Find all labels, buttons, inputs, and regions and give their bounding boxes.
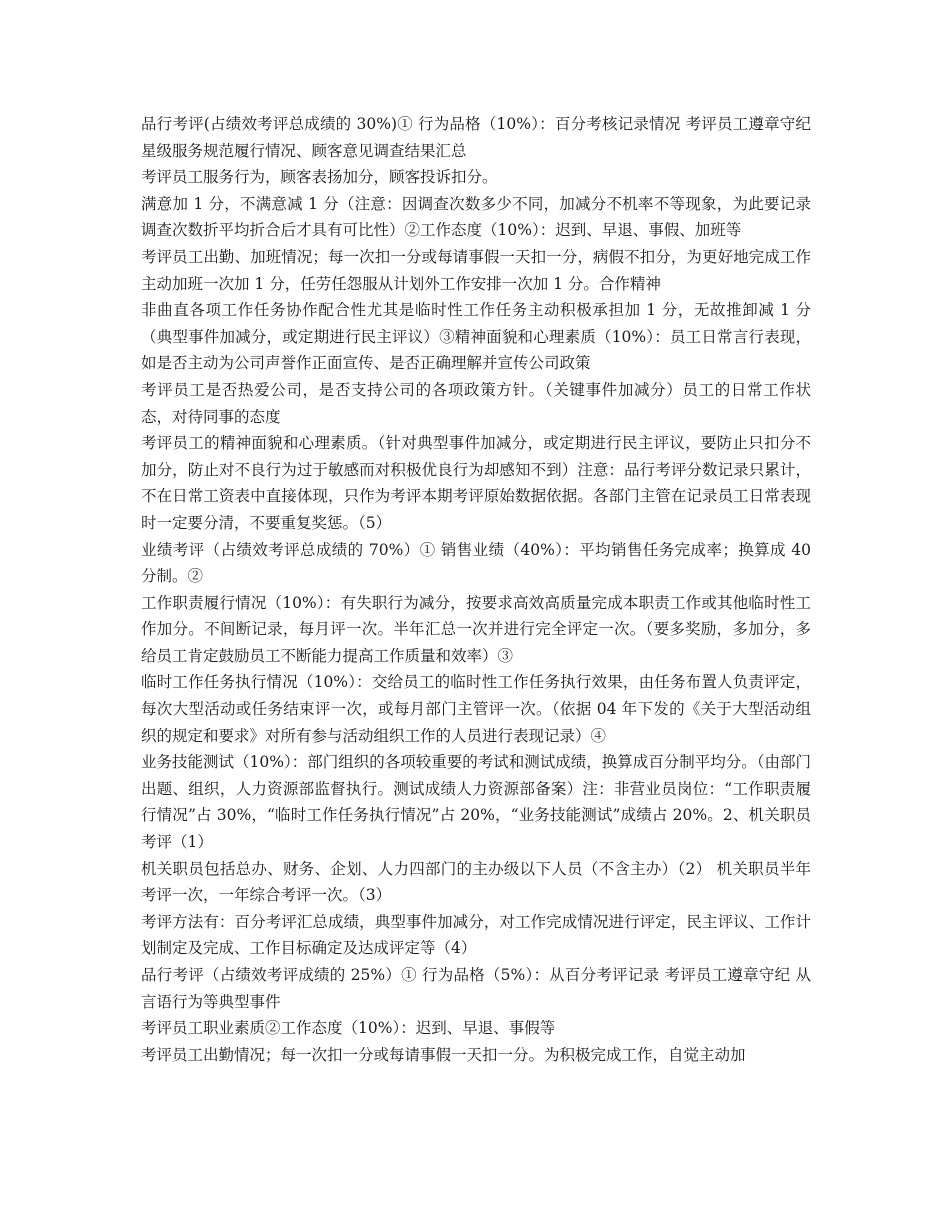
paragraph-11: 业务技能测试（10%）：部门组织的各项较重要的考试和测试成绩，换算成百分制平均分。（由部门出题、组织，人力资源部监督执行。测试成绩人力资源部备案）注：非营业员岗位：“工作职责履行情况”占 30%，“临时工作任务执行情况”占 20%，“业务技能测试”成绩占 20%。2、机关职员考评（1） [141,753,811,852]
paragraph-2: 考评员工服务行为，顾客表扬加分，顾客投诉扣分。 [141,168,498,187]
paragraph-3: 满意加 1 分，不满意减 1 分（注意：因调查次数多少不同，加减分不机率不等现象，为此要记录调查次数折平均折合后才具有可比性）②工作态度（10%）：迟到、早退、事假、加班等 [141,194,811,240]
paragraph-6: 考评员工是否热爱公司，是否支持公司的各项政策方针。（关键事件加减分）员工的日常工作状态，对待同事的态度 [141,380,811,426]
paragraph-7: 考评员工的精神面貌和心理素质。（针对典型事件加减分，或定期进行民主评议，要防止只扣分不加分，防止对不良行为过于敏感而对积极优良行为却感知不到）注意：品行考评分数记录只累计，不在日常工资表中直接体现，只作为考评本期考评原始数据依据。各部门主管在记录员工日常表现时一定要分清，不要重复奖惩。（5） [141,434,811,532]
document-body [141,111,811,1068]
paragraph-1: 品行考评(占绩效考评总成绩的 30%)① 行为品格（10%）：百分考核记录情况 考评员工遵章守纪星级服务规范履行情况、顾客意见调查结果汇总 [141,115,811,160]
paragraph-10: 临时工作任务执行情况（10%）：交给员工的临时性工作任务执行效果，由任务布置人负责评定，每次大型活动或任务结束评一次，或每月部门主管评一次。（依据 04 年下发的《关于大型活动组织的规定和要求》对所有参与活动组织工作的人员进行表现记录）④ [141,673,811,745]
paragraph-14: 品行考评（占绩效考评成绩的 25%）① 行为品格（5%）：从百分考评记录 考评员工遵章守纪 从言语行为等典型事件 [141,966,811,1011]
paragraph-5: 非曲直各项工作任务协作配合性尤其是临时性工作任务主动积极承担加 1 分，无故推卸减 1 分（典型事件加减分，或定期进行民主评议）③精神面貌和心理素质（10%）：员工日常言行表现，如是否主动为公司声誉作正面宣传、是否正确理解并宣传公司政策 [141,301,811,373]
paragraph-12: 机关职员包括总办、财务、企划、人力四部门的主办级以下人员（不含主办）（2） 机关职员半年考评一次，一年综合考评一次。（3） [141,859,811,905]
paragraph-13: 考评方法有：百分考评汇总成绩，典型事件加减分，对工作完成情况进行评定，民主评议、工作计划制定及完成、工作目标确定及达成评定等（4） [141,912,811,958]
paragraph-4: 考评员工出勤、加班情况；每一次扣一分或每请事假一天扣一分，病假不扣分，为更好地完成工作主动加班一次加 1 分，任劳任怨服从计划外工作安排一次加 1 分。合作精神 [141,247,811,293]
paragraph-8: 业绩考评（占绩效考评总成绩的 70%）① 销售业绩（40%）：平均销售任务完成率；换算成 40 分制。② [141,540,811,586]
paragraph-16: 考评员工出勤情况；每一次扣一分或每请事假一天扣一分。为积极完成工作，自觉主动加 [141,1045,746,1064]
paragraph-15: 考评员工职业素质②工作态度（10%）：迟到、早退、事假等 [141,1019,556,1038]
paragraph-9: 工作职责履行情况（10%）：有失职行为减分，按要求高效高质量完成本职责工作或其他临时性工作加分。不间断记录，每月评一次。半年汇总一次并进行完全评定一次。（要多奖励，多加分，多给员工肯定鼓励员工不断能力提高工作质量和效率）③ [141,593,811,665]
